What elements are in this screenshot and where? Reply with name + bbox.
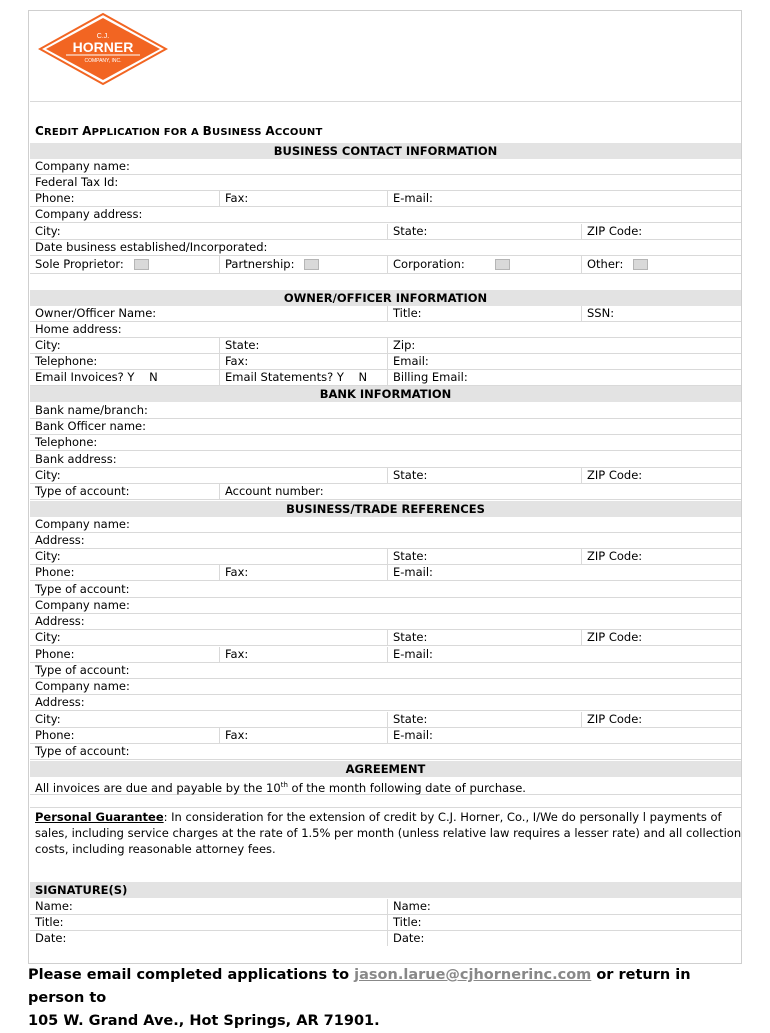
row-bank-officer — [30, 419, 741, 435]
row-account — [30, 484, 741, 500]
corporation-checkbox[interactable] — [495, 259, 510, 270]
ref3-phone-row — [30, 728, 741, 744]
ref3-state-field[interactable]: State: — [387, 712, 581, 727]
ref1-city-row — [30, 549, 741, 565]
ref3-address-field[interactable]: Address: — [35, 695, 85, 709]
logo-line1: C.J. — [96, 33, 110, 40]
bank-officer-field[interactable]: Bank Officer name: — [35, 419, 146, 433]
ref1-zip-field[interactable]: ZIP Code: — [581, 549, 741, 564]
bank-city-field[interactable]: City: — [35, 468, 61, 482]
ref1-address-row — [30, 533, 741, 549]
divider — [30, 807, 741, 808]
ref2-type-row — [30, 663, 741, 679]
sig2-name-field[interactable]: Name: — [387, 899, 741, 914]
ref2-address-field[interactable]: Address: — [35, 614, 85, 628]
row-owner-name — [30, 306, 741, 322]
ref3-zip-field[interactable]: ZIP Code: — [581, 712, 741, 727]
owner-state-field[interactable]: State: — [219, 338, 387, 353]
bank-state-field[interactable]: State: — [387, 468, 581, 483]
ref1-state-field[interactable]: State: — [387, 549, 581, 564]
email-field[interactable]: E-mail: — [387, 191, 741, 206]
row-bank-name — [30, 403, 741, 419]
state-field[interactable]: State: — [387, 224, 581, 239]
sig1-name-field[interactable]: Name: — [35, 899, 73, 913]
footer-address: 105 W. Grand Ave., Hot Springs, AR 71901. — [28, 1013, 380, 1029]
ref3-type-field[interactable]: Type of account: — [35, 744, 130, 758]
row-bank-address — [30, 452, 741, 468]
ref3-phone-field[interactable]: Phone: — [35, 728, 75, 742]
sole-label: Sole Proprietor: — [35, 257, 124, 271]
owner-fax-field[interactable]: Fax: — [219, 354, 387, 369]
sig1-date-field[interactable]: Date: — [35, 931, 67, 945]
row-established — [30, 240, 741, 256]
owner-zip-field[interactable]: Zip: — [387, 338, 741, 353]
zip-field[interactable]: ZIP Code: — [581, 224, 741, 239]
phone-field[interactable]: Phone: — [35, 191, 75, 205]
ref1-type-row — [30, 582, 741, 598]
bank-name-field[interactable]: Bank name/branch: — [35, 403, 148, 417]
ref1-company-row — [30, 517, 741, 533]
ref1-fax-field[interactable]: Fax: — [219, 565, 387, 580]
ref2-city-field[interactable]: City: — [35, 630, 61, 644]
sig-date-row — [30, 931, 741, 947]
row-bank-telephone — [30, 435, 741, 451]
sole-checkbox[interactable] — [134, 259, 149, 270]
row-owner-city — [30, 338, 741, 354]
owner-email-field[interactable]: Email: — [387, 354, 741, 369]
row-tax-id — [30, 175, 741, 191]
personal-guarantee: Personal Guarantee: In consideration for the extension of credit by C.J. Horner, Co., I/We do personally l payments of sales, including service charges at the rate of 1.5% per month (unless relative law requires a lesser rate) and all collection costs, including reasonable attorney fees. — [35, 810, 742, 856]
row-city — [30, 224, 741, 240]
ref2-zip-field[interactable]: ZIP Code: — [581, 630, 741, 645]
ref2-company-field[interactable]: Company name: — [35, 598, 130, 612]
ref1-address-field[interactable]: Address: — [35, 533, 85, 547]
ref2-fax-field[interactable]: Fax: — [219, 647, 387, 662]
section-signatures: SIGNATURE(S) — [30, 882, 741, 898]
bank-telephone-field[interactable]: Telephone: — [35, 435, 98, 449]
ref3-type-row — [30, 744, 741, 760]
section-bank: BANK INFORMATION — [30, 386, 741, 402]
row-entity-type — [30, 256, 741, 274]
established-field[interactable]: Date business established/Incorporated: — [35, 240, 268, 254]
row-company-address — [30, 207, 741, 223]
company-name-field[interactable]: Company name: — [35, 159, 130, 173]
corporation-label: Corporation: — [393, 257, 465, 271]
city-field[interactable]: City: — [35, 224, 61, 238]
ref1-company-field[interactable]: Company name: — [35, 517, 130, 531]
ref1-phone-field[interactable]: Phone: — [35, 565, 75, 579]
agreement-text: All invoices are due and payable by the 10th of the month following date of purchase. — [30, 777, 741, 795]
document-title: CREDIT APPLICATION FOR A BUSINESS ACCOUNT — [35, 124, 323, 138]
company-address-field[interactable]: Company address: — [35, 207, 143, 221]
billing-email-field[interactable]: Billing Email: — [387, 370, 741, 385]
sig1-title-field[interactable]: Title: — [35, 915, 64, 929]
email-invoices-field[interactable]: Email Invoices? Y N — [35, 370, 158, 384]
sig-name-row — [30, 899, 741, 915]
sig-title-row — [30, 915, 741, 931]
logo-line3: COMPANY, INC. — [84, 58, 122, 64]
ref1-city-field[interactable]: City: — [35, 549, 61, 563]
row-home-address — [30, 322, 741, 338]
owner-city-field[interactable]: City: — [35, 338, 61, 352]
ref3-address-row — [30, 695, 741, 711]
sig2-date-field[interactable]: Date: — [387, 931, 741, 946]
ref1-email-field[interactable]: E-mail: — [387, 565, 741, 580]
bank-zip-field[interactable]: ZIP Code: — [581, 468, 741, 483]
bank-address-field[interactable]: Bank address: — [35, 452, 117, 466]
ref3-city-field[interactable]: City: — [35, 712, 61, 726]
owner-name-field[interactable]: Owner/Officer Name: — [35, 306, 157, 320]
row-bank-city — [30, 468, 741, 484]
ref1-phone-row — [30, 565, 741, 581]
partnership-label: Partnership: — [225, 257, 295, 271]
ref3-company-row — [30, 679, 741, 695]
footer-instructions: Please email completed applications to jason.larue@cjhornerinc.com or return in person to 105 W. Grand Ave., Hot Springs, AR 71901. — [28, 964, 748, 1033]
guarantee-label: Personal Guarantee — [35, 810, 164, 824]
divider — [30, 101, 741, 102]
account-number-field[interactable]: Account number: — [219, 484, 741, 499]
fax-field[interactable]: Fax: — [219, 191, 387, 206]
tax-id-field[interactable]: Federal Tax Id: — [35, 175, 119, 189]
other-checkbox[interactable] — [633, 259, 648, 270]
account-type-field[interactable]: Type of account: — [35, 484, 130, 498]
ref3-city-row — [30, 712, 741, 728]
section-references: BUSINESS/TRADE REFERENCES — [30, 501, 741, 517]
owner-ssn-field[interactable]: SSN: — [581, 306, 741, 321]
row-company-name — [30, 159, 741, 175]
ref3-email-field[interactable]: E-mail: — [387, 728, 741, 743]
ref2-email-field[interactable]: E-mail: — [387, 647, 741, 662]
owner-telephone-field[interactable]: Telephone: — [35, 354, 98, 368]
section-owner: OWNER/OFFICER INFORMATION — [30, 290, 741, 306]
ref2-address-row — [30, 614, 741, 630]
row-phone — [30, 191, 741, 207]
sig2-title-field[interactable]: Title: — [387, 915, 741, 930]
partnership-checkbox[interactable] — [304, 259, 319, 270]
row-owner-telephone — [30, 354, 741, 370]
ref2-company-row — [30, 598, 741, 614]
ref1-type-field[interactable]: Type of account: — [35, 582, 130, 596]
home-address-field[interactable]: Home address: — [35, 322, 122, 336]
owner-title-field[interactable]: Title: — [387, 306, 581, 321]
ref2-city-row — [30, 630, 741, 646]
ref3-fax-field[interactable]: Fax: — [219, 728, 387, 743]
ref3-company-field[interactable]: Company name: — [35, 679, 130, 693]
contact-email-link[interactable]: jason.larue@cjhornerinc.com — [354, 967, 592, 983]
ref2-state-field[interactable]: State: — [387, 630, 581, 645]
other-label: Other: — [587, 257, 624, 271]
section-agreement: AGREEMENT — [30, 761, 741, 777]
ref2-type-field[interactable]: Type of account: — [35, 663, 130, 677]
section-business-contact: BUSINESS CONTACT INFORMATION — [30, 143, 741, 159]
row-email-prefs — [30, 370, 741, 386]
cj-horner-logo — [38, 12, 168, 86]
ref2-phone-field[interactable]: Phone: — [35, 647, 75, 661]
logo-line2: HORNER — [72, 39, 134, 55]
ref2-phone-row — [30, 647, 741, 663]
email-statements-field[interactable]: Email Statements? Y N — [219, 370, 387, 385]
